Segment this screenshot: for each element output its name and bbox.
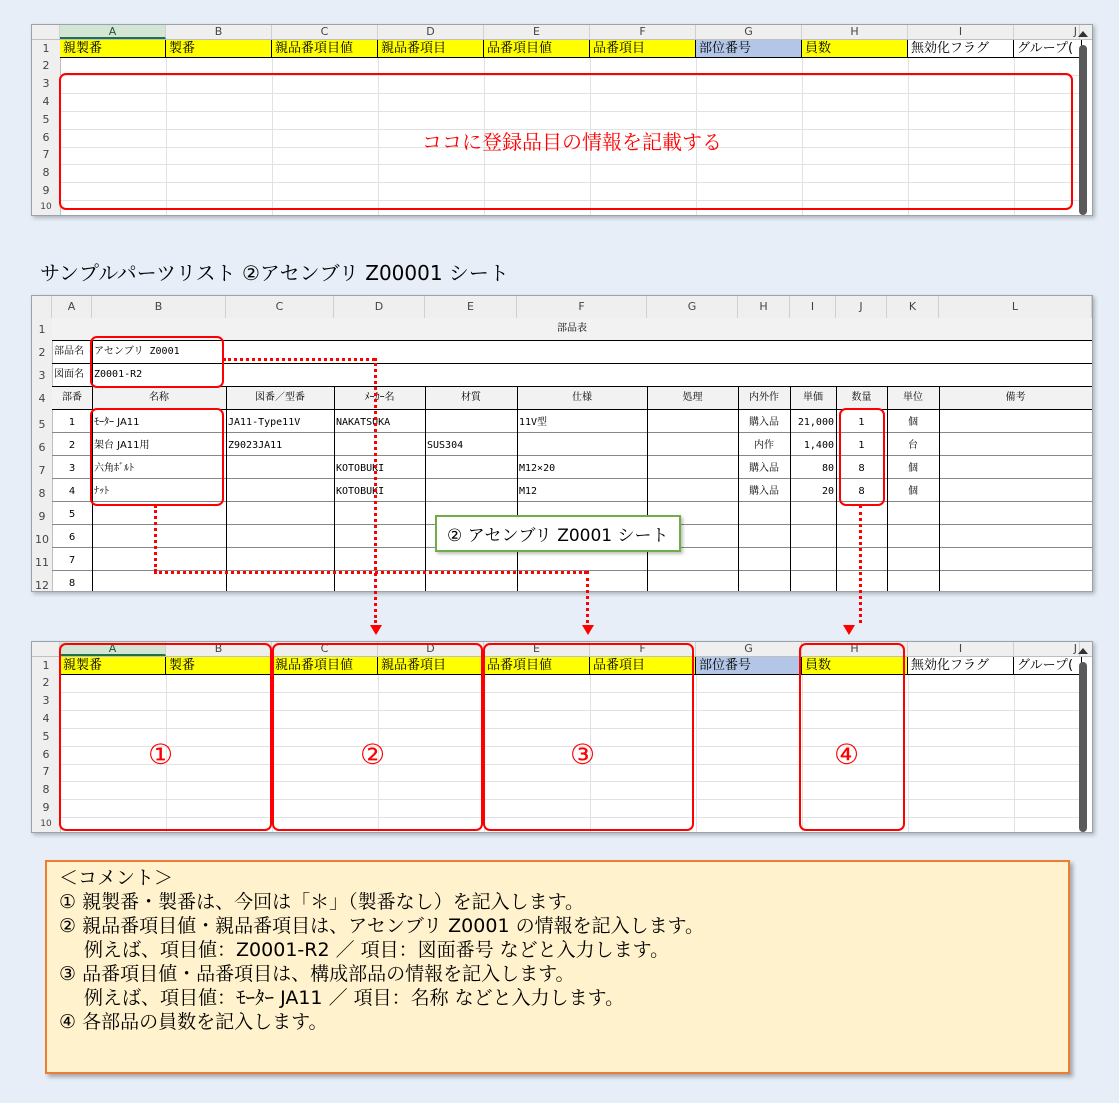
marker-2: ② (360, 738, 386, 771)
th-unit: 単位 (903, 392, 923, 403)
row-header-6[interactable]: 6 (42, 131, 50, 144)
parts-col-i[interactable]: I (790, 296, 836, 318)
col-header-d[interactable]: D (378, 25, 484, 39)
header-cell-quantity[interactable]: 員数 (802, 40, 908, 57)
th-in-out: 内外作 (749, 392, 779, 403)
parts-select-all-corner[interactable] (32, 296, 52, 318)
marker-3: ③ (570, 738, 596, 771)
cell-price[interactable]: 21,000 (797, 417, 834, 428)
cell-spec[interactable]: M12 (519, 486, 538, 497)
cell-qty[interactable]: 1 (858, 440, 865, 451)
spreadsheet-bottom (31, 641, 1093, 833)
cell-name[interactable]: 六角ﾎﾞﾙﾄ (94, 463, 134, 474)
cell-no[interactable]: 5 (68, 509, 76, 520)
row-header-5[interactable]: 5 (42, 113, 50, 126)
cell-no[interactable]: 1 (68, 417, 76, 428)
marker-1: ① (148, 738, 174, 771)
cell-no[interactable]: 3 (68, 463, 76, 474)
row-header-bar (32, 657, 61, 832)
connector-line (154, 571, 587, 574)
spreadsheet-top (31, 24, 1093, 216)
parts-list-sheet (31, 295, 1093, 592)
row-header-1[interactable]: 1 (42, 659, 50, 672)
vertical-scrollbar[interactable] (1079, 45, 1087, 215)
group-box-3 (483, 643, 694, 831)
row-header-10[interactable]: 10 (40, 819, 52, 829)
connector-line (859, 505, 862, 623)
col-header-c[interactable]: C (272, 25, 378, 39)
drawing-label: 図面名 (54, 369, 84, 380)
parts-row-1[interactable]: 1 (38, 323, 46, 336)
col-header-h[interactable]: H (802, 25, 908, 39)
header-cell-parent-item-value[interactable]: 親品番項目値 (272, 657, 378, 674)
cell-maker[interactable]: KOTOBUKI (336, 486, 385, 497)
row-header-8[interactable]: 8 (42, 783, 50, 796)
cell-spec[interactable]: M12×20 (519, 463, 556, 474)
registration-note: ココに登録品目の情報を記載する (422, 130, 722, 154)
cell-in-out[interactable]: 内作 (754, 440, 774, 451)
cell-name[interactable]: ﾓｰﾀｰ JA11 (94, 417, 140, 428)
row-header-3[interactable]: 3 (42, 694, 50, 707)
cell-no[interactable]: 2 (68, 440, 76, 451)
parts-row-4[interactable]: 4 (38, 392, 46, 405)
cell-no[interactable]: 8 (68, 578, 76, 589)
header-cell-serial[interactable]: 製番 (166, 40, 272, 57)
parts-row-header-bar (32, 318, 53, 591)
col-header-i[interactable]: I (908, 25, 1014, 39)
parts-col-j[interactable]: J (836, 296, 887, 318)
header-cell-part-position[interactable]: 部位番号 (696, 657, 802, 674)
cell-in-out[interactable]: 購入品 (749, 486, 779, 497)
col-header-c[interactable]: C (272, 642, 378, 656)
arrow-down-icon (582, 625, 594, 635)
col-header-b[interactable]: B (166, 25, 272, 39)
row-header-5[interactable]: 5 (42, 730, 50, 743)
cell-unit[interactable]: 台 (908, 440, 918, 451)
cell-no[interactable]: 6 (68, 532, 76, 543)
comment-line-3: 例えば、項目値：Z0001-R2 ／ 項目：図面番号 などと入力します。 (59, 939, 670, 961)
row-header-3[interactable]: 3 (42, 77, 50, 90)
row-header-2[interactable]: 2 (42, 676, 50, 689)
connector-line (154, 505, 157, 572)
row-header-9[interactable]: 9 (42, 801, 50, 814)
highlight-part-drawing (90, 336, 224, 388)
arrow-down-icon (843, 625, 855, 635)
th-drawing-model: 図番／型番 (255, 392, 305, 403)
col-header-g[interactable]: G (696, 25, 802, 39)
parts-row-3[interactable]: 3 (38, 369, 46, 382)
parts-row-2[interactable]: 2 (38, 346, 46, 359)
parts-col-k[interactable]: K (887, 296, 939, 318)
part-name-value[interactable]: アセンブリ Z0001 (94, 346, 180, 357)
cell-material[interactable]: SUS304 (427, 440, 464, 451)
parts-col-f[interactable]: F (517, 296, 647, 318)
arrow-down-icon (370, 625, 382, 635)
th-spec: 仕様 (572, 392, 592, 403)
header-cell-invalid-flag[interactable]: 無効化フラグ (908, 657, 1014, 674)
cell-price[interactable]: 80 (821, 463, 834, 474)
comment-heading: ＜コメント＞ (59, 867, 174, 889)
parts-col-b[interactable]: B (92, 296, 226, 318)
group-box-4 (799, 643, 905, 831)
header-cell-quantity[interactable]: 員数 (802, 657, 908, 674)
comment-line-4: ③ 品番項目値・品番項目は、構成部品の情報を記入します。 (59, 963, 575, 985)
row-header-7[interactable]: 7 (42, 765, 50, 778)
cell-name[interactable]: 架台 JA11用 (94, 440, 150, 451)
cell-qty[interactable]: 8 (858, 463, 865, 474)
th-part-no: 部番 (62, 392, 82, 403)
cell-unit[interactable]: 個 (908, 417, 918, 428)
parts-col-c[interactable]: C (226, 296, 334, 318)
parts-row-7[interactable]: 7 (38, 464, 46, 477)
connector-line (586, 571, 589, 623)
cell-price[interactable]: 20 (821, 486, 834, 497)
cell-in-out[interactable]: 購入品 (749, 417, 779, 428)
parts-col-a[interactable]: A (52, 296, 92, 318)
header-cell-item-value[interactable]: 品番項目値 (484, 40, 590, 57)
row-header-4[interactable]: 4 (42, 712, 50, 725)
cell-spec[interactable]: 11V型 (519, 417, 548, 428)
cell-drawing[interactable]: JA11-Type11V (228, 417, 301, 428)
parts-col-l[interactable]: L (939, 296, 1092, 318)
parts-col-e[interactable]: E (425, 296, 517, 318)
group-box-1 (59, 643, 272, 831)
cell-qty[interactable]: 8 (858, 486, 865, 497)
header-row (60, 40, 1082, 58)
scroll-up-arrow[interactable] (1078, 648, 1088, 654)
parts-row-12[interactable]: 12 (35, 579, 49, 592)
cell-no[interactable]: 4 (68, 486, 76, 497)
header-cell-parent-item[interactable]: 親品番項目 (378, 657, 484, 674)
header-cell-parent-serial[interactable]: 親製番 (60, 40, 166, 57)
th-name: 名称 (149, 392, 169, 403)
col-header-j[interactable]: J (1014, 25, 1080, 39)
cell-maker[interactable]: KOTOBUKI (336, 463, 385, 474)
col-header-g[interactable]: G (696, 642, 802, 656)
header-cell-item-value[interactable]: 品番項目値 (484, 657, 590, 674)
parts-row-9[interactable]: 9 (38, 510, 46, 523)
cell-price[interactable]: 1,400 (803, 440, 834, 451)
select-all-corner[interactable] (32, 642, 60, 656)
row-header-4[interactable]: 4 (42, 95, 50, 108)
col-header-i[interactable]: I (908, 642, 1014, 656)
cell-drawing[interactable]: Z9023JA11 (228, 440, 283, 451)
col-header-e[interactable]: E (484, 25, 590, 39)
header-cell-group[interactable]: グループ( (1014, 40, 1082, 57)
parts-row-8[interactable]: 8 (38, 487, 46, 500)
col-header-f[interactable]: F (590, 642, 696, 656)
col-header-h[interactable]: H (802, 642, 908, 656)
row-header-bar (32, 40, 61, 215)
th-remarks: 備考 (1005, 392, 1026, 403)
row-header-6[interactable]: 6 (42, 748, 50, 761)
row-header-2[interactable]: 2 (42, 59, 50, 72)
col-header-e[interactable]: E (484, 642, 590, 656)
highlight-quantity (839, 408, 885, 506)
col-header-b[interactable]: B (166, 642, 272, 656)
header-cell-serial[interactable]: 製番 (166, 657, 272, 674)
col-header-a[interactable]: A (60, 642, 166, 656)
cell-qty[interactable]: 1 (858, 417, 865, 428)
sheet-callout: ② アセンブリ Z0001 シート (435, 515, 681, 552)
th-unit-price: 単価 (803, 392, 823, 403)
header-cell-parent-serial[interactable]: 親製番 (60, 657, 166, 674)
vertical-scrollbar[interactable] (1079, 662, 1087, 832)
part-name-label: 部品名 (54, 346, 84, 357)
connector-line (223, 358, 375, 361)
cell-name[interactable]: ﾅｯﾄ (94, 486, 109, 497)
cell-unit[interactable]: 個 (908, 463, 918, 474)
header-cell-invalid-flag[interactable]: 無効化フラグ (908, 40, 1014, 57)
col-header-d[interactable]: D (378, 642, 484, 656)
parts-col-h[interactable]: H (738, 296, 790, 318)
sample-title: サンプルパーツリスト ②アセンブリ Z00001 シート (40, 261, 509, 285)
parts-col-g[interactable]: G (647, 296, 738, 318)
cell-unit[interactable]: 個 (908, 486, 918, 497)
header-cell-part-position[interactable]: 部位番号 (696, 40, 802, 57)
col-header-a[interactable]: A (60, 25, 166, 39)
marker-4: ④ (834, 738, 860, 771)
row-header-10[interactable]: 10 (40, 202, 52, 212)
comment-line-1: ① 親製番・製番は、今回は「＊」（製番なし）を記入します。 (59, 891, 585, 913)
col-header-j[interactable]: J (1014, 642, 1080, 656)
parts-row-6[interactable]: 6 (38, 441, 46, 454)
th-quantity: 数量 (851, 392, 872, 403)
cell-in-out[interactable]: 購入品 (749, 463, 779, 474)
comment-line-2: ② 親品番項目値・親品番項目は、アセンブリ Z0001 の情報を記入します。 (59, 915, 705, 937)
parts-column-header-bar (32, 296, 1092, 319)
parts-table-title: 部品表 (557, 323, 587, 334)
th-process: 処理 (682, 392, 703, 403)
cell-maker[interactable]: NAKATSUKA (336, 417, 391, 428)
header-cell-parent-item[interactable]: 親品番項目 (378, 40, 484, 57)
header-cell-item[interactable]: 品番項目 (590, 657, 696, 674)
comment-line-5: 例えば、項目値：ﾓｰﾀｰ JA11 ／ 項目：名称 などと入力します。 (59, 987, 625, 1009)
parts-col-d[interactable]: D (334, 296, 425, 318)
comment-box (45, 860, 1070, 1074)
parts-row-11[interactable]: 11 (35, 556, 49, 569)
group-box-2 (272, 643, 483, 831)
header-cell-parent-item-value[interactable]: 親品番項目値 (272, 40, 378, 57)
row-header-8[interactable]: 8 (42, 166, 50, 179)
th-material: 材質 (461, 392, 481, 403)
row-header-7[interactable]: 7 (42, 148, 50, 161)
column-header-bar (32, 25, 1092, 40)
row-header-1[interactable]: 1 (42, 42, 50, 55)
header-cell-group[interactable]: グループ( (1014, 657, 1082, 674)
th-maker: ﾒｰｶｰ名 (364, 392, 395, 403)
parts-row-5[interactable]: 5 (38, 418, 46, 431)
connector-line (374, 358, 377, 623)
header-cell-item[interactable]: 品番項目 (590, 40, 696, 57)
row-header-9[interactable]: 9 (42, 184, 50, 197)
highlight-names (90, 408, 224, 506)
parts-row-10[interactable]: 10 (35, 533, 49, 546)
select-all-corner[interactable] (32, 25, 60, 39)
drawing-value[interactable]: Z0001-R2 (94, 369, 143, 380)
cell-no[interactable]: 7 (68, 555, 76, 566)
col-header-f[interactable]: F (590, 25, 696, 39)
scroll-up-arrow[interactable] (1078, 31, 1088, 37)
comment-line-6: ④ 各部品の員数を記入します。 (59, 1011, 328, 1033)
